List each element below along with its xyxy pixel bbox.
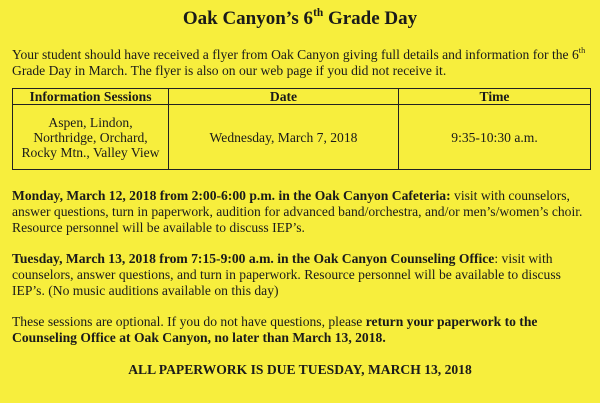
monday-paragraph [12, 188, 588, 236]
table-header-row [13, 89, 591, 105]
intro-ordinal-suffix: th [578, 46, 586, 56]
monday-heading: Monday, March 12, 2018 from 2:00-6:00 p.m. in the Oak Canyon Cafeteria: [12, 188, 451, 203]
deadline-notice: ALL PAPERWORK IS DUE TUESDAY, MARCH 13, 2018 [128, 362, 472, 377]
tuesday-details: : visit with counselors, answer questions, and turn in paperwork. Resource personnel will be available to discuss IEP’s. (No music auditions available on this day) [12, 251, 561, 298]
intro-text-2: Grade Day in March. The flyer is also on our web page if you did not receive it. [12, 63, 447, 78]
cell-date: Wednesday, March 7, 2018 [169, 105, 399, 170]
header-time: Time [399, 89, 591, 105]
page-title [12, 8, 588, 30]
title-ordinal-suffix: th [313, 7, 324, 20]
optional-instruction: return your paperwork to the Counseling Office at Oak Canyon, no later than March 13, 2018. [12, 314, 538, 345]
table-row [13, 105, 591, 170]
cell-schools: Aspen, Lindon, Northridge, Orchard, Rocky Mtn., Valley View [13, 105, 169, 170]
header-date: Date [169, 89, 399, 105]
header-information-sessions: Information Sessions [13, 89, 169, 105]
monday-details: visit with counselors, answer questions, turn in paperwork, audition for advanced band/orchestra, and/or men’s/women’s choir. Resource personnel will be available to discuss IEP’s. [12, 188, 583, 235]
intro-paragraph [12, 47, 588, 79]
tuesday-heading: Tuesday, March 13, 2018 from 7:15-9:00 a.m. in the Oak Canyon Counseling Office [12, 251, 495, 266]
title-prefix: Oak Canyon’s 6 [182, 8, 314, 29]
information-sessions-table [12, 88, 591, 170]
optional-text: These sessions are optional. If you do not have questions, please [12, 314, 366, 329]
intro-text-1: Your student should have received a flyer from Oak Canyon giving full details and information for the 6 [12, 47, 579, 62]
optional-paragraph [12, 314, 588, 346]
title-suffix: Grade Day [323, 8, 418, 29]
cell-time: 9:35-10:30 a.m. [399, 105, 591, 170]
tuesday-paragraph [12, 251, 588, 299]
